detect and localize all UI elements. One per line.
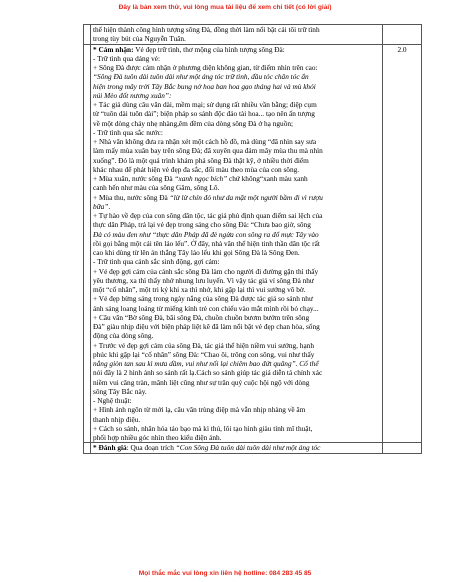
text-line: thể hiện thành công hình tượng sông Đà, đồng thời làm nổi bật cái tôi trữ tình: [93, 25, 320, 34]
text-line: xuống”. Đó là một quá trình khám phá sông Đà thật kỹ, ở nhiều thời điểm: [93, 155, 309, 165]
text-line: canh hến như màu của sông Gâm, sông Lô.: [93, 183, 220, 193]
table-row: [84, 25, 422, 45]
text-line: + Nhà văn không đưa ra nhận xét một cách hồ đồ, mà dùng “đã nhìn say sưa: [93, 137, 317, 146]
text-line: khác nhau để phát hiện vẻ đẹp đa sắc, đổi màu theo mùa của con sông.: [93, 164, 300, 174]
score-cell: [383, 443, 422, 453]
text-line: rồi gọi bằng một cái tên láo lếu”. Ở đây, nhà văn thể hiện tinh thần dân tộc rất: [93, 238, 320, 248]
text-line: - Trữ tình qua cảnh sắc sinh động, gợi cảm:: [93, 257, 220, 267]
heading-label: * Cảm nhận:: [93, 44, 134, 54]
text-line: động của dòng sông.: [93, 331, 154, 341]
text-line: + Hình ảnh ngôn từ mới lạ, câu văn trùng điệp mà vẫn nhịp nhàng về âm: [93, 405, 306, 415]
text-line: + Tác giả dùng câu văn dài, mềm mại; sử dụng rất nhiều vần bằng; điệp cụm: [93, 100, 317, 109]
text-line: + Vẻ đẹp gợi cảm của cảnh sắc sông Đà làm cho người đi đường gặn thì thấy: [93, 266, 319, 276]
text-line: trong tùy bút của Nguyễn Tuân.: [93, 34, 186, 44]
text-line: bữa”.: [93, 201, 111, 211]
text-line: Đà” giàu nhịp điệu với biện pháp liệt kê đã làm nổi bật vẻ đẹp chan hòa, sống: [93, 322, 320, 331]
answer-content: [91, 25, 383, 45]
text-line: nói đây là 2 hình ảnh so sánh rất lạ.Cách so sánh giúp tác giả diễn tả chính xác: [93, 368, 323, 378]
text-line: - Trữ tình qua dáng vẻ:: [93, 53, 160, 63]
text-line: niềm vui căng tràn, mãnh liệt cũng như sự trân quý cuộc hội ngộ với dòng: [93, 377, 310, 387]
text-line: thanh nhịp điệu.: [93, 414, 141, 424]
quote-line: núi Mèo đốt nương xuân”:: [93, 90, 172, 100]
answer-table: [83, 24, 422, 454]
answer-content: [91, 443, 383, 453]
text-line: + Tự hào về đẹp của con sông dân tộc, tác giả phủ định quan điểm sai lệch của: [93, 211, 323, 220]
preview-banner: Đây là bản xem thử, vui lòng mua tài liệu để xem chi tiết (có lời giải): [118, 4, 332, 11]
answer-content: [91, 44, 383, 443]
text-line: - Nghệ thuật:: [93, 396, 132, 405]
text-line: + Câu văn “Bờ sông Đà, bãi sông Đà, chuồn chuồn bươm bướm trên sông: [93, 312, 310, 322]
text-line: + Mùa thu, nước sông Đà “lừ lừ chín đỏ như da mặt một người bầm đi vì rượu: [93, 192, 323, 202]
quote-line: hiện trong mây trời Tây Bắc bung nở hoa ban hoa gạo tháng hai và mù khói: [93, 81, 316, 91]
text-line: + Cách so sánh, nhân hóa táo bạo mà kì thú, lôi tạo hình giàu tính mĩ thuật,: [93, 423, 313, 433]
text-line: phối hợp nhiều góc nhìn theo kiểu điện ảnh.: [93, 433, 222, 442]
score-cell: [383, 25, 422, 45]
table-row: [84, 44, 422, 443]
text-line: làm mấy mùa xuân bay trên sông Đà; đã xuyên qua đám mây mùa thu mà nhìn: [93, 146, 323, 156]
text-line: về một dòng chảy nhẹ nhàng,êm đềm của dòng sông Đà ở hạ nguồn;: [93, 118, 294, 128]
text-line: sông Tây Bắc này.: [93, 386, 147, 396]
table-row: [84, 443, 422, 453]
text-line: + Sông Đà được cảm nhận ở phương diện không gian, từ điểm nhìn trên cao:: [93, 63, 318, 72]
quote-line: nắng giòn tan sau kì mưa dầm, vui như nối lại chiêm bao đứt quãng”. Cố thể: [93, 359, 319, 368]
text-line: phúc khi gặp lại “cố nhân” sông Đà: “Chao ôi, trông con sông, vui như thấy: [93, 349, 315, 359]
text-line: + Trước vẻ đẹp gợi cảm của sông Đà, tác giả thể hiện niềm vui sướng, hạnh: [93, 340, 314, 350]
text-line: một “cố nhân”, một tri kỷ khi xa thì nhớ, khi gặp lại thì vui sướng vô bờ.: [93, 285, 306, 294]
score-cell: 2.0: [383, 44, 422, 443]
text-line: thực dân Pháp, trả lại vẻ đẹp trong sáng cho sông Đà: “Chưa bao giờ, sông: [93, 220, 311, 230]
quote-line: “Sông Đà tuôn dài tuôn dài như một áng tóc trữ tình, đầu tóc chân tóc ẩn: [93, 72, 309, 82]
heading-label: * Đánh giá: [93, 443, 127, 453]
quote-line: Đà có màu đen như “thực dân Pháp đã đè ngửa con sông ra đổ mực Tây vào: [93, 229, 319, 239]
text-line: yêu thương, xa thì thấy nhớ nhung lưu luyến. Vì vậy tác giả ví sông Đà như: [93, 275, 314, 285]
text-line: cao khi dùng từ lên án thẳng Tây láo lếu khi gọi Sông Đà là Sông Đen.: [93, 248, 300, 257]
text-line: + Mùa xuân, nước sông Đà “xanh ngọc bích” chứ không“xanh màu xanh: [93, 174, 308, 183]
text-line: ánh sáng loang loáng từ miếng kính trẻ con chiếu vào mắt mình rồi bỏ chạy...: [93, 303, 319, 313]
section-heading: * Đánh giá: Qua đoạn trích “Con Sông Đà tuôn dài tuôn dài như một áng tóc: [93, 443, 321, 453]
section-heading: * Cảm nhận: Vẻ đẹp trữ tình, thơ mộng của hình tượng sông Đà:: [93, 44, 285, 54]
text-line: + Vẻ đẹp bừng sáng trong ngày nắng của sông Đà được tác giả so sánh như: [93, 294, 313, 304]
hotline-banner: Mọi thắc mắc vui lòng xin liên hệ hotline: 084 283 45 85: [138, 570, 312, 577]
text-line: từ “tuôn dài tuôn dài”; biện pháp so sánh độc đáo tài hoa... tạo nên ấn tượng: [93, 109, 315, 119]
text-line: - Trữ tình qua sắc nước:: [93, 127, 163, 137]
